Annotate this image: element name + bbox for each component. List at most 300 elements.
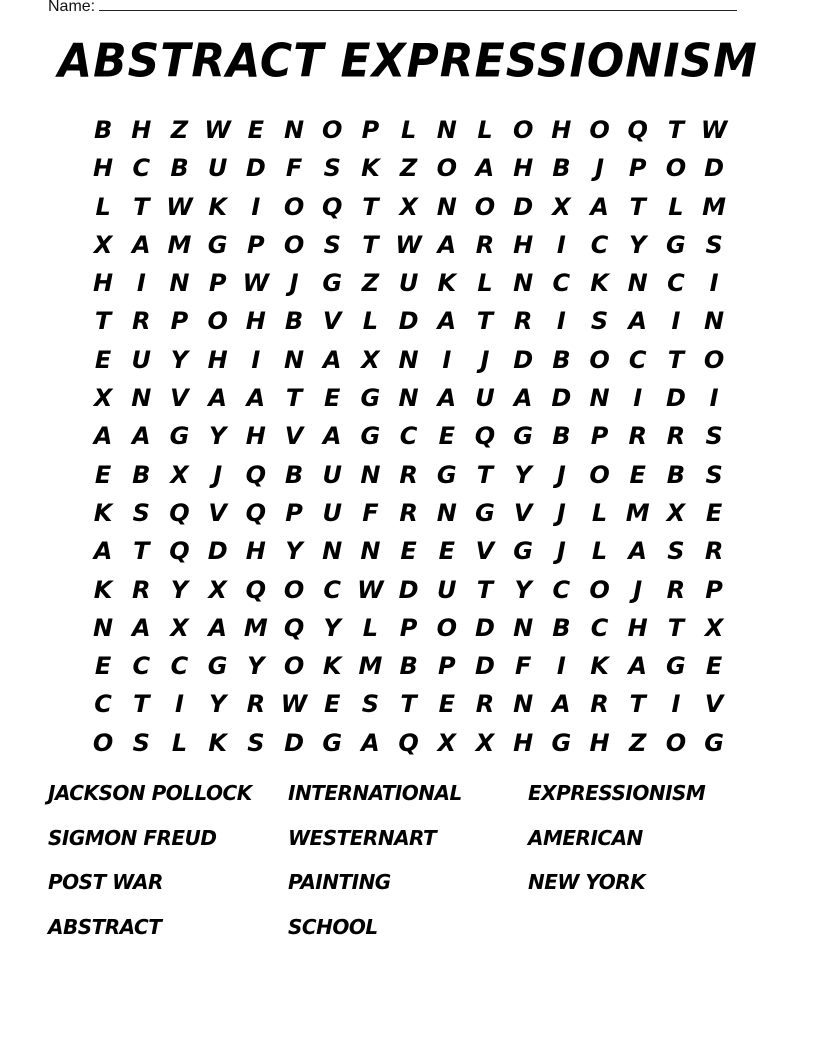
- grid-letter[interactable]: N: [513, 269, 534, 298]
- grid-letter[interactable]: O: [436, 613, 457, 642]
- name-field[interactable]: [48, 0, 737, 16]
- grid-letter[interactable]: X: [93, 230, 113, 259]
- grid-letter[interactable]: I: [556, 652, 566, 681]
- grid-letter[interactable]: U: [207, 154, 228, 183]
- grid-letter[interactable]: G: [666, 652, 686, 681]
- grid-letter[interactable]: G: [207, 652, 228, 681]
- grid-letter[interactable]: Q: [474, 422, 496, 451]
- grid-letter[interactable]: H: [93, 269, 114, 298]
- grid-letter[interactable]: A: [628, 307, 647, 336]
- grid-letter[interactable]: C: [590, 613, 609, 642]
- grid-letter[interactable]: S: [705, 422, 723, 451]
- grid-letter[interactable]: G: [513, 422, 533, 451]
- grid-letter[interactable]: L: [591, 537, 608, 566]
- grid-letter[interactable]: U: [398, 269, 419, 298]
- grid-letter[interactable]: B: [93, 116, 113, 144]
- grid-letter[interactable]: C: [132, 652, 151, 681]
- grid-letter[interactable]: I: [442, 345, 452, 374]
- grid-letter[interactable]: Q: [627, 116, 648, 144]
- grid-letter[interactable]: N: [627, 269, 648, 298]
- grid-letter[interactable]: B: [552, 345, 571, 374]
- grid-letter[interactable]: B: [284, 307, 304, 336]
- grid-letter[interactable]: B: [552, 613, 571, 642]
- grid-letter[interactable]: D: [398, 307, 419, 336]
- grid-letter[interactable]: O: [283, 652, 305, 681]
- grid-letter[interactable]: S: [667, 537, 685, 566]
- grid-letter[interactable]: A: [361, 728, 380, 757]
- grid-letter[interactable]: A: [208, 613, 227, 642]
- grid-letter[interactable]: L: [400, 116, 417, 144]
- grid-letter[interactable]: Q: [283, 613, 305, 642]
- grid-letter[interactable]: R: [666, 575, 686, 604]
- grid-letter[interactable]: D: [284, 728, 304, 757]
- grid-letter[interactable]: A: [437, 307, 457, 336]
- grid-letter[interactable]: Q: [245, 498, 267, 527]
- grid-letter[interactable]: T: [476, 307, 494, 336]
- grid-letter[interactable]: D: [245, 154, 266, 183]
- grid-letter[interactable]: H: [589, 728, 610, 757]
- grid-letter[interactable]: X: [666, 498, 686, 527]
- grid-letter[interactable]: N: [169, 269, 190, 298]
- grid-letter[interactable]: P: [705, 575, 723, 604]
- grid-letter[interactable]: W: [357, 575, 384, 604]
- grid-letter[interactable]: O: [283, 575, 305, 604]
- grid-letter[interactable]: P: [361, 116, 380, 144]
- grid-letter[interactable]: C: [399, 422, 418, 451]
- grid-letter[interactable]: B: [552, 154, 571, 183]
- grid-letter[interactable]: J: [556, 498, 566, 527]
- grid-letter[interactable]: N: [398, 345, 419, 374]
- grid-letter[interactable]: H: [131, 116, 152, 144]
- grid-letter[interactable]: N: [513, 690, 534, 719]
- grid-letter[interactable]: L: [477, 269, 493, 298]
- grid-letter[interactable]: B: [666, 460, 686, 489]
- word-list-item: SIGMON FREUD: [48, 825, 217, 850]
- grid-letter[interactable]: H: [245, 307, 266, 336]
- grid-letter[interactable]: X: [704, 613, 724, 642]
- grid-letter[interactable]: N: [283, 116, 305, 144]
- grid-letter[interactable]: X: [208, 575, 227, 604]
- grid-letter[interactable]: R: [590, 690, 609, 719]
- grid-letter[interactable]: O: [283, 230, 305, 259]
- grid-letter[interactable]: N: [436, 116, 457, 144]
- grid-letter[interactable]: P: [170, 307, 189, 336]
- grid-letter[interactable]: Q: [169, 498, 190, 527]
- grid-letter[interactable]: C: [667, 269, 685, 298]
- grid-row: [84, 420, 733, 458]
- grid-letter[interactable]: A: [93, 422, 113, 451]
- grid-letter[interactable]: S: [247, 728, 265, 757]
- grid-letter[interactable]: D: [475, 652, 495, 681]
- grid-letter[interactable]: J: [480, 345, 490, 374]
- grid-letter[interactable]: N: [360, 537, 381, 566]
- grid-letter[interactable]: U: [475, 384, 495, 413]
- grid-letter[interactable]: U: [322, 460, 342, 489]
- grid-letter[interactable]: Y: [323, 613, 341, 642]
- grid-letter[interactable]: K: [208, 728, 227, 757]
- grid-letter[interactable]: M: [243, 613, 268, 642]
- grid-row: [84, 497, 733, 535]
- grid-letter[interactable]: J: [556, 460, 566, 489]
- grid-letter[interactable]: Z: [361, 269, 380, 298]
- grid-letter[interactable]: L: [362, 307, 379, 336]
- grid-letter[interactable]: J: [289, 269, 299, 298]
- grid-letter[interactable]: G: [360, 384, 381, 413]
- grid-letter[interactable]: L: [477, 116, 493, 144]
- grid-letter[interactable]: I: [175, 690, 184, 719]
- grid-letter[interactable]: H: [207, 345, 228, 374]
- grid-letter[interactable]: V: [513, 498, 533, 527]
- grid-letter[interactable]: R: [475, 690, 495, 719]
- grid-letter[interactable]: T: [629, 192, 646, 221]
- grid-letter[interactable]: D: [551, 384, 572, 413]
- grid-letter[interactable]: E: [324, 690, 341, 719]
- grid-letter[interactable]: T: [362, 230, 379, 259]
- grid-letter[interactable]: V: [170, 384, 189, 413]
- grid-letter[interactable]: P: [437, 652, 456, 681]
- grid-letter[interactable]: Y: [170, 345, 189, 374]
- grid-letter[interactable]: A: [513, 384, 533, 413]
- grid-letter[interactable]: G: [360, 422, 381, 451]
- grid-letter[interactable]: R: [513, 307, 533, 336]
- grid-letter[interactable]: Y: [514, 460, 532, 489]
- grid-letter[interactable]: T: [667, 613, 685, 642]
- grid-letter[interactable]: N: [360, 460, 381, 489]
- grid-letter[interactable]: A: [437, 384, 457, 413]
- grid-letter[interactable]: R: [475, 230, 495, 259]
- grid-letter[interactable]: G: [322, 728, 343, 757]
- grid-letter[interactable]: T: [476, 460, 494, 489]
- grid-letter[interactable]: N: [131, 384, 152, 413]
- grid-letter[interactable]: C: [552, 269, 571, 298]
- grid-letter[interactable]: I: [633, 384, 643, 413]
- grid-letter[interactable]: O: [589, 575, 610, 604]
- name-underline[interactable]: [99, 0, 737, 11]
- grid-letter[interactable]: R: [132, 575, 151, 604]
- grid-letter[interactable]: X: [399, 192, 418, 221]
- grid-letter[interactable]: O: [207, 307, 228, 336]
- grid-letter[interactable]: P: [399, 613, 418, 642]
- grid-letter[interactable]: S: [132, 728, 150, 757]
- grid-letter[interactable]: K: [208, 192, 227, 221]
- grid-letter[interactable]: Q: [245, 575, 267, 604]
- grid-letter[interactable]: Y: [208, 690, 227, 719]
- grid-letter[interactable]: W: [242, 269, 270, 298]
- grid-letter[interactable]: C: [170, 652, 189, 681]
- grid-letter[interactable]: K: [437, 269, 457, 298]
- grid-letter[interactable]: J: [556, 537, 566, 566]
- grid-letter[interactable]: E: [705, 652, 723, 681]
- grid-letter[interactable]: A: [552, 690, 571, 719]
- grid-letter[interactable]: M: [625, 498, 650, 527]
- grid-letter[interactable]: J: [213, 460, 223, 489]
- grid-letter[interactable]: Q: [398, 728, 419, 757]
- grid-letter[interactable]: A: [437, 230, 457, 259]
- grid-letter[interactable]: F: [514, 652, 532, 681]
- grid-letter[interactable]: X: [361, 345, 380, 374]
- grid-letter[interactable]: P: [208, 269, 227, 298]
- grid-letter[interactable]: H: [245, 422, 266, 451]
- grid-letter[interactable]: L: [95, 192, 111, 221]
- grid-letter[interactable]: E: [94, 345, 112, 374]
- grid-letter[interactable]: E: [629, 460, 646, 489]
- grid-letter[interactable]: Z: [629, 728, 647, 757]
- grid-letter[interactable]: G: [169, 422, 190, 451]
- grid-letter[interactable]: B: [552, 422, 571, 451]
- grid-letter[interactable]: X: [170, 460, 189, 489]
- grid-letter[interactable]: C: [628, 345, 647, 374]
- grid-letter[interactable]: R: [132, 307, 151, 336]
- grid-letter[interactable]: A: [131, 613, 151, 642]
- grid-letter[interactable]: N: [398, 384, 419, 413]
- grid-letter[interactable]: P: [590, 422, 609, 451]
- grid-letter[interactable]: A: [208, 384, 227, 413]
- grid-letter[interactable]: V: [475, 537, 495, 566]
- grid-letter[interactable]: H: [245, 537, 266, 566]
- grid-letter[interactable]: I: [556, 230, 566, 259]
- grid-letter[interactable]: K: [322, 652, 342, 681]
- grid-letter[interactable]: A: [475, 154, 495, 183]
- grid-letter[interactable]: C: [590, 230, 609, 259]
- grid-letter[interactable]: G: [513, 537, 533, 566]
- grid-letter[interactable]: R: [666, 422, 686, 451]
- grid-letter[interactable]: I: [709, 269, 719, 298]
- grid-letter[interactable]: T: [667, 116, 685, 144]
- grid-letter[interactable]: N: [513, 613, 534, 642]
- grid-letter[interactable]: K: [590, 652, 609, 681]
- grid-letter[interactable]: Y: [285, 537, 303, 566]
- grid-row: [84, 688, 733, 726]
- grid-letter[interactable]: T: [476, 575, 494, 604]
- grid-letter[interactable]: A: [322, 345, 342, 374]
- grid-letter[interactable]: D: [207, 537, 228, 566]
- grid-letter[interactable]: A: [246, 384, 266, 413]
- grid-letter[interactable]: N: [704, 307, 725, 336]
- grid-letter[interactable]: K: [93, 498, 113, 527]
- grid-letter[interactable]: Q: [245, 460, 267, 489]
- grid-letter[interactable]: I: [556, 307, 566, 336]
- grid-letter[interactable]: G: [322, 269, 343, 298]
- grid-letter[interactable]: H: [551, 116, 572, 144]
- grid-letter[interactable]: M: [358, 652, 383, 681]
- grid-letter[interactable]: G: [551, 728, 572, 757]
- grid-letter[interactable]: O: [589, 460, 610, 489]
- grid-letter[interactable]: I: [709, 384, 719, 413]
- grid-letter[interactable]: I: [136, 269, 146, 298]
- grid-letter[interactable]: Y: [514, 575, 532, 604]
- grid-letter[interactable]: O: [436, 154, 457, 183]
- grid-letter[interactable]: C: [94, 690, 112, 719]
- grid-letter[interactable]: K: [361, 154, 380, 183]
- grid-row: [84, 535, 733, 573]
- grid-letter[interactable]: W: [280, 690, 308, 719]
- grid-letter[interactable]: G: [666, 230, 686, 259]
- grid-letter[interactable]: O: [512, 116, 534, 144]
- grid-letter[interactable]: V: [322, 307, 342, 336]
- grid-letter[interactable]: T: [667, 345, 685, 374]
- grid-letter[interactable]: V: [704, 690, 724, 719]
- grid-letter[interactable]: F: [362, 498, 379, 527]
- grid-letter[interactable]: O: [589, 116, 610, 144]
- grid-letter[interactable]: U: [322, 498, 342, 527]
- grid-letter[interactable]: A: [93, 537, 113, 566]
- grid-letter[interactable]: T: [133, 690, 150, 719]
- grid-letter[interactable]: O: [703, 345, 725, 374]
- grid-letter[interactable]: W: [204, 116, 231, 144]
- grid-letter[interactable]: C: [552, 575, 571, 604]
- grid-letter[interactable]: X: [437, 728, 457, 757]
- grid-letter[interactable]: N: [589, 384, 610, 413]
- grid-letter[interactable]: R: [399, 498, 418, 527]
- grid-letter[interactable]: L: [362, 613, 379, 642]
- grid-letter[interactable]: E: [324, 384, 341, 413]
- grid-letter[interactable]: S: [323, 154, 341, 183]
- grid-letter[interactable]: M: [167, 230, 192, 259]
- grid-letter[interactable]: T: [285, 384, 303, 413]
- grid-letter[interactable]: S: [705, 230, 723, 259]
- word-list-item: ABSTRACT: [48, 914, 162, 939]
- grid-letter[interactable]: D: [704, 154, 725, 183]
- grid-letter[interactable]: S: [590, 307, 609, 336]
- grid-letter[interactable]: O: [322, 116, 343, 144]
- grid-letter[interactable]: S: [705, 460, 723, 489]
- grid-letter[interactable]: D: [398, 575, 419, 604]
- grid-letter[interactable]: E: [438, 422, 455, 451]
- grid-letter[interactable]: N: [322, 537, 343, 566]
- grid-letter[interactable]: N: [436, 498, 457, 527]
- grid-letter[interactable]: J: [595, 154, 604, 183]
- grid-letter[interactable]: N: [436, 192, 457, 221]
- grid-letter[interactable]: H: [513, 154, 534, 183]
- grid-letter[interactable]: O: [665, 154, 687, 183]
- grid-letter[interactable]: O: [474, 192, 496, 221]
- grid-letter[interactable]: B: [132, 460, 151, 489]
- grid-letter[interactable]: A: [590, 192, 609, 221]
- grid-letter[interactable]: I: [251, 345, 261, 374]
- grid-letter[interactable]: O: [92, 728, 114, 757]
- grid-letter[interactable]: K: [590, 269, 609, 298]
- grid-letter[interactable]: H: [93, 154, 114, 183]
- grid-letter[interactable]: B: [284, 460, 304, 489]
- grid-letter[interactable]: Z: [399, 154, 418, 183]
- grid-letter[interactable]: N: [283, 345, 305, 374]
- grid-letter[interactable]: D: [513, 192, 534, 221]
- grid-letter[interactable]: C: [323, 575, 342, 604]
- page-title: ABSTRACT EXPRESSIONISM: [58, 34, 758, 89]
- grid-letter[interactable]: M: [702, 192, 727, 221]
- grid-letter[interactable]: T: [133, 192, 150, 221]
- grid-letter[interactable]: R: [628, 422, 647, 451]
- grid-letter[interactable]: Y: [170, 575, 189, 604]
- grid-letter[interactable]: D: [665, 384, 686, 413]
- grid-letter[interactable]: L: [668, 192, 684, 221]
- grid-letter[interactable]: R: [704, 537, 724, 566]
- grid-letter[interactable]: G: [475, 498, 495, 527]
- grid-letter[interactable]: S: [132, 498, 150, 527]
- grid-letter[interactable]: V: [208, 498, 227, 527]
- grid-letter[interactable]: K: [93, 575, 113, 604]
- grid-letter[interactable]: S: [361, 690, 380, 719]
- grid-letter[interactable]: A: [628, 537, 647, 566]
- grid-letter[interactable]: T: [362, 192, 379, 221]
- grid-letter[interactable]: E: [400, 537, 417, 566]
- grid-row: [84, 191, 733, 229]
- grid-letter[interactable]: O: [589, 345, 610, 374]
- grid-letter[interactable]: E: [705, 498, 723, 527]
- grid-letter[interactable]: E: [94, 652, 112, 681]
- grid-letter[interactable]: I: [671, 307, 681, 336]
- grid-letter[interactable]: G: [436, 460, 457, 489]
- grid-letter[interactable]: Z: [170, 116, 189, 144]
- grid-letter[interactable]: T: [133, 537, 150, 566]
- grid-letter[interactable]: R: [399, 460, 418, 489]
- grid-letter[interactable]: X: [475, 728, 495, 757]
- grid-letter[interactable]: D: [513, 345, 534, 374]
- grid-letter[interactable]: P: [628, 154, 647, 183]
- grid-letter[interactable]: G: [704, 728, 724, 757]
- grid-letter[interactable]: Y: [208, 422, 227, 451]
- grid-letter[interactable]: V: [284, 422, 304, 451]
- grid-letter[interactable]: T: [400, 690, 417, 719]
- grid-letter[interactable]: X: [93, 384, 113, 413]
- grid-letter[interactable]: O: [283, 192, 305, 221]
- grid-letter[interactable]: H: [627, 613, 648, 642]
- grid-letter[interactable]: X: [552, 192, 571, 221]
- grid-letter[interactable]: X: [170, 613, 189, 642]
- grid-letter[interactable]: Y: [247, 652, 265, 681]
- grid-letter[interactable]: P: [285, 498, 303, 527]
- grid-letter[interactable]: I: [671, 690, 681, 719]
- grid-letter[interactable]: Y: [629, 230, 647, 259]
- grid-letter[interactable]: Q: [169, 537, 190, 566]
- grid-letter[interactable]: B: [399, 652, 418, 681]
- grid-letter[interactable]: A: [628, 652, 647, 681]
- grid-letter[interactable]: E: [438, 537, 455, 566]
- grid-letter[interactable]: P: [247, 230, 265, 259]
- grid-letter[interactable]: F: [285, 154, 303, 183]
- grid-letter[interactable]: T: [94, 307, 112, 336]
- grid-letter[interactable]: U: [131, 345, 152, 374]
- grid-letter[interactable]: A: [131, 422, 151, 451]
- grid-letter[interactable]: D: [475, 613, 495, 642]
- grid-letter[interactable]: U: [437, 575, 457, 604]
- grid-letter[interactable]: A: [131, 230, 151, 259]
- grid-row: [84, 650, 733, 688]
- grid-letter[interactable]: L: [171, 728, 188, 757]
- grid-letter[interactable]: R: [246, 690, 266, 719]
- grid-letter[interactable]: I: [251, 192, 261, 221]
- grid-letter[interactable]: B: [170, 154, 189, 183]
- grid-letter[interactable]: L: [591, 498, 608, 527]
- grid-letter[interactable]: H: [513, 728, 534, 757]
- grid-letter[interactable]: J: [633, 575, 643, 604]
- grid-letter[interactable]: E: [94, 460, 112, 489]
- grid-letter[interactable]: Q: [322, 192, 343, 221]
- grid-letter[interactable]: W: [166, 192, 193, 221]
- grid-letter[interactable]: S: [323, 230, 341, 259]
- grid-letter[interactable]: W: [700, 116, 728, 144]
- grid-letter[interactable]: A: [322, 422, 342, 451]
- grid-letter[interactable]: G: [207, 230, 228, 259]
- grid-letter[interactable]: O: [665, 728, 687, 757]
- grid-letter[interactable]: W: [395, 230, 422, 259]
- grid-letter[interactable]: E: [247, 116, 265, 144]
- grid-letter[interactable]: C: [132, 154, 151, 183]
- grid-letter[interactable]: E: [438, 690, 455, 719]
- grid-letter[interactable]: N: [93, 613, 114, 642]
- grid-letter[interactable]: T: [629, 690, 646, 719]
- grid-letter[interactable]: H: [513, 230, 534, 259]
